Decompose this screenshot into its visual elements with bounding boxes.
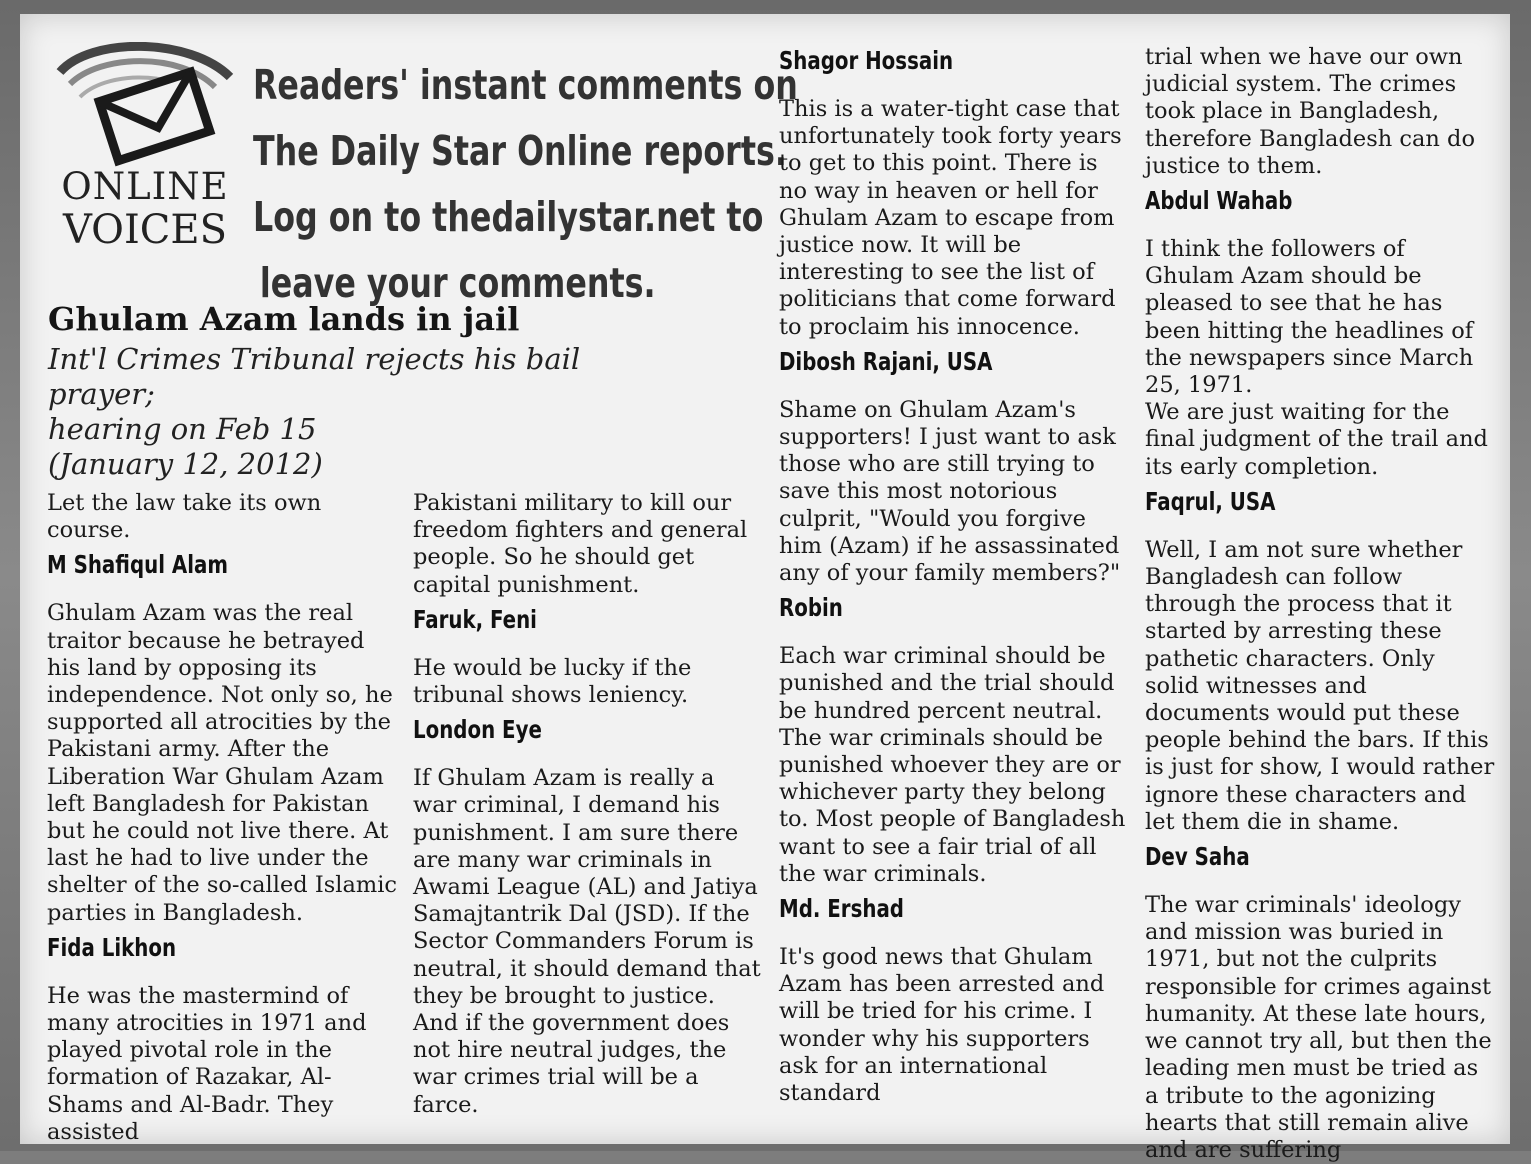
comment-text: We are just waiting for the final judgment of the trail and its early completion. <box>1145 399 1488 480</box>
comment-text: He was the mastermind of many atrocities in 1971 and played pivotal role in the formation of Razakar, Al-Shams and Al-Badr. They assisted <box>47 982 367 1145</box>
comment-text: Let the law take its own course. <box>47 490 322 544</box>
comment-text: If Ghulam Azam is really a war criminal, I demand his punishment. I am sure there are many war criminals in Awami League (AL) and Jatiya Samajtantrik Dal (JSD). If the Sector Commanders Forum is neutral, it should demand that they be brought to justice. And if the government does not hire neutral judges, the war crimes trial will be a farce. <box>413 765 761 1118</box>
story-subtitle-line: (January 12, 2012) <box>48 447 323 481</box>
story-subtitle <box>48 342 688 482</box>
envelope-swoosh-icon <box>50 42 240 172</box>
commenter-name: Fida Likhon <box>47 932 177 962</box>
commenter-name: Md. Ershad <box>779 894 904 924</box>
headline-line: leave your comments. <box>259 259 656 307</box>
comment-text: It's good news that Ghulam Azam has been arrested and will be tried for his crime. I wonder why his supporters ask for an international standard <box>779 944 1105 1107</box>
commenter-name: Shagor Hossain <box>779 46 954 75</box>
commenter-name: London Eye <box>413 715 542 745</box>
comment-column-3 <box>779 44 1129 1107</box>
commenter-name: Faruk, Feni <box>413 604 537 634</box>
commenter-name: Abdul Wahab <box>1145 186 1293 216</box>
commenter-name: Dev Saha <box>1145 842 1250 872</box>
commenter-name: M Shafiqul Alam <box>47 550 228 580</box>
commenter-name: Faqrul, USA <box>1145 486 1276 516</box>
comment-text: This is a water-tight case that unfortunately took forty years to get to this point. There is no way in heaven or hell for Ghulam Azam to escape from justice now. It will be interesting to see the list of politicians that come forward to proclaim his innocence. <box>779 96 1122 340</box>
logo-text-voices: VOICES <box>63 207 227 253</box>
comment-text: He would be lucky if the tribunal shows leniency. <box>413 654 692 709</box>
comment-text: Pakistani military to kill our freedom fighters and general people. So he should get capital punishment. <box>413 490 748 598</box>
comment-column-1 <box>47 490 397 1146</box>
headline-line: The Daily Star Online reports. <box>253 127 787 175</box>
story-subtitle-line: Int'l Crimes Tribunal rejects his bail prayer; <box>48 342 581 411</box>
headline-line: Log on to thedailystar.net to <box>253 193 764 241</box>
section-headline <box>253 52 798 316</box>
story-subtitle-line: hearing on Feb 15 <box>48 412 317 446</box>
comment-text: Ghulam Azam was the real traitor because he betrayed his land by opposing its independence. Not only so, he supported all atrocities by the Pakistani army. After the Liberation War Ghulam Azam left Bangladesh for Pakistan but he could not live there. At last he had to live under the shelter of the so-called Islamic parties in Bangladesh. <box>47 600 397 926</box>
commenter-name: Dibosh Rajani, USA <box>779 346 993 376</box>
commenter-name: Robin <box>779 593 843 623</box>
comment-text: trial when we have our own judicial system. The crimes took place in Bangladesh, therefore Bangladesh can do justice to them. <box>1145 44 1475 179</box>
comment-text: I think the followers of Ghulam Azam should be pleased to see that he has been hitting the headlines of the newspapers since March 25, 1971. <box>1145 236 1474 399</box>
comment-column-2 <box>413 490 763 1119</box>
comment-text: Well, I am not sure whether Bangladesh can follow through the process that it started by arresting these pathetic characters. Only solid witnesses and documents would put these people behind the bars. If this is just for show, I would rather ignore these characters and let them die in shame. <box>1145 536 1495 835</box>
comment-text: Shame on Ghulam Azam's supporters! I just want to ask those who are still trying to save this most notorious culprit, "Would you forgive him (Azam) if he assassinated any of your family members?" <box>779 396 1121 587</box>
logo-text-online: ONLINE <box>61 165 229 208</box>
comment-text: Each war criminal should be punished and the trial should be hundred percent neutral. The war criminals should be punished whoever they are or whichever party they belong to. Most people of Bangladesh want to see a fair trial of all the war criminals. <box>779 643 1126 887</box>
online-voices-logo <box>50 42 240 257</box>
story-title: Ghulam Azam lands in jail <box>48 300 520 338</box>
comment-text: The war criminals' ideology and mission was buried in 1971, but not the culprits responsible for crimes against humanity. At these late hours, we cannot try all, but then the leading men must be tried as a tribute to the agonizing hearts that still remain alive and are suffering <box>1145 892 1492 1163</box>
comment-column-4 <box>1145 44 1495 1164</box>
headline-line: Readers' instant comments on <box>253 61 798 109</box>
